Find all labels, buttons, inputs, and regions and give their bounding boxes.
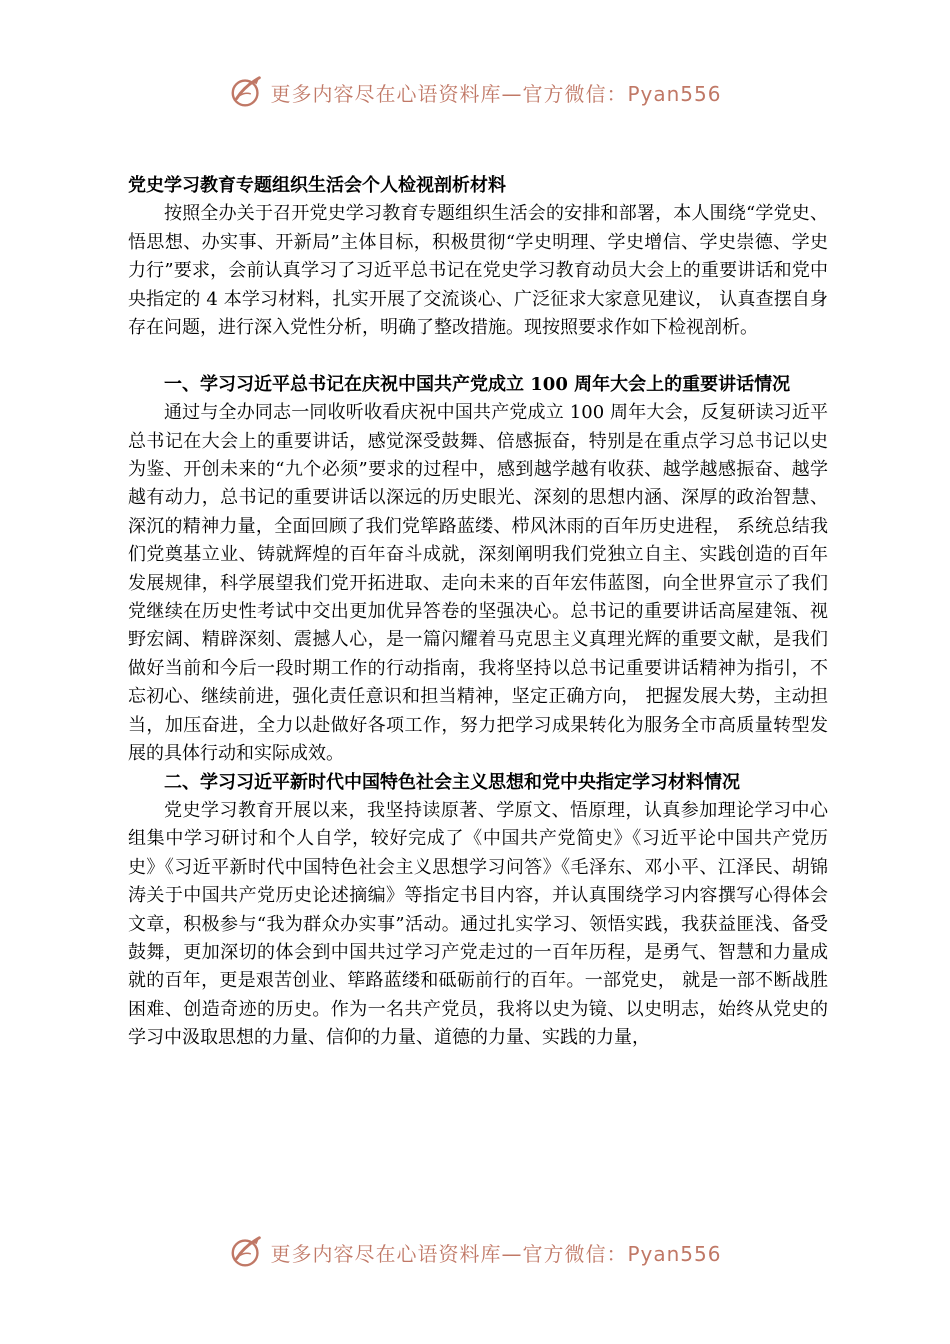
pen-logo-icon [228,73,266,111]
document-body [128,172,828,1053]
document-title: 党史学习教育专题组织生活会个人检视剖析材料 [128,175,506,196]
watermark-banner-bottom [0,1230,950,1274]
watermark-text: 更多内容尽在心语资料库—官方微信：Pyan556 [270,1241,722,1266]
paragraph-gap [128,342,828,370]
watermark-banner-top [0,70,950,114]
intro-paragraph: 按照全办关于召开党史学习教育专题组织生活会的安排和部署，本人围绕“学党史、悟思想、办实事、开新局”主体目标，积极贯彻“学史明理、学史增信、学史崇德、学史力行”要求，会前认真学习了习近平总书记在党史学习教育动员大会上的重要讲话和党中央指定的 4 本学习材料，扎实开展了交流谈心、广泛征求大家意见建议， 认真查摆自身存在问题，进行深入党性分析，明确了整改措施。现按照要求作如下检视剖析。 [128,203,828,339]
section-1-paragraph: 通过与全办同志一同收听收看庆祝中国共产党成立 100 周年大会，反复研读习近平总书记在大会上的重要讲话，感觉深受鼓舞、倍感振奋，特别是在重点学习总书记以史为鉴、开创未来的“九个必须”要求的过程中，感到越学越有收获、越学越感振奋、越学越有动力，总书记的重要讲话以深远的历史眼光、深刻的思想内涵、深厚的政治智慧、深沉的精神力量，全面回顾了我们党筚路蓝缕、栉风沐雨的百年历史进程， 系统总结我们党奠基立业、铸就辉煌的百年奋斗成就，深刻阐明我们党独立自主、实践创造的百年发展规律，科学展望我们党开拓进取、走向未来的百年宏伟蓝图，向全世界宣示了我们党继续在历史性考试中交出更加优异答卷的坚强决心。总书记的重要讲话高屋建瓴、视野宏阔、精辟深刻、震撼人心，是一篇闪耀着马克思主义真理光辉的重要文献，是我们做好当前和今后一段时期工作的行动指南，我将坚持以总书记重要讲话精神为指引，不忘初心、继续前进，强化责任意识和担当精神，坚定正确方向， 把握发展大势，主动担当，加压奋进，全力以赴做好各项工作，努力把学习成果转化为服务全市高质量转型发展的具体行动和实际成效。 [128,402,828,765]
section-2-paragraph: 党史学习教育开展以来，我坚持读原著、学原文、悟原理，认真参加理论学习中心组集中学习研讨和个人自学，较好完成了《中国共产党简史》《习近平论中国共产党历史》《习近平新时代中国特色社会主义思想学习问答》《毛泽东、邓小平、江泽民、胡锦涛关于中国共产党历史论述摘编》等指定书目内容，并认真围绕学习内容撰写心得体会文章，积极参与“我为群众办实事”活动。通过扎实学习、领悟实践，我获益匪浅、备受鼓舞，更加深切的体会到中国共过学习产党走过的一百年历程，是勇气、智慧和力量成就的百年，更是艰苦创业、筚路蓝缕和砥砺前行的百年。一部党史， 就是一部不断战胜困难、创造奇迹的历史。作为一名共产党员，我将以史为镜、以史明志，始终从党史的学习中汲取思想的力量、信仰的力量、道德的力量、实践的力量， [128,799,828,1049]
watermark-text: 更多内容尽在心语资料库—官方微信：Pyan556 [270,81,722,106]
section-1-heading: 一、学习习近平总书记在庆祝中国共产党成立 100 周年大会上的重要讲话情况 [164,373,791,395]
section-2-heading: 二、学习习近平新时代中国特色社会主义思想和党中央指定学习材料情况 [164,771,740,793]
pen-logo-icon [228,1233,266,1271]
